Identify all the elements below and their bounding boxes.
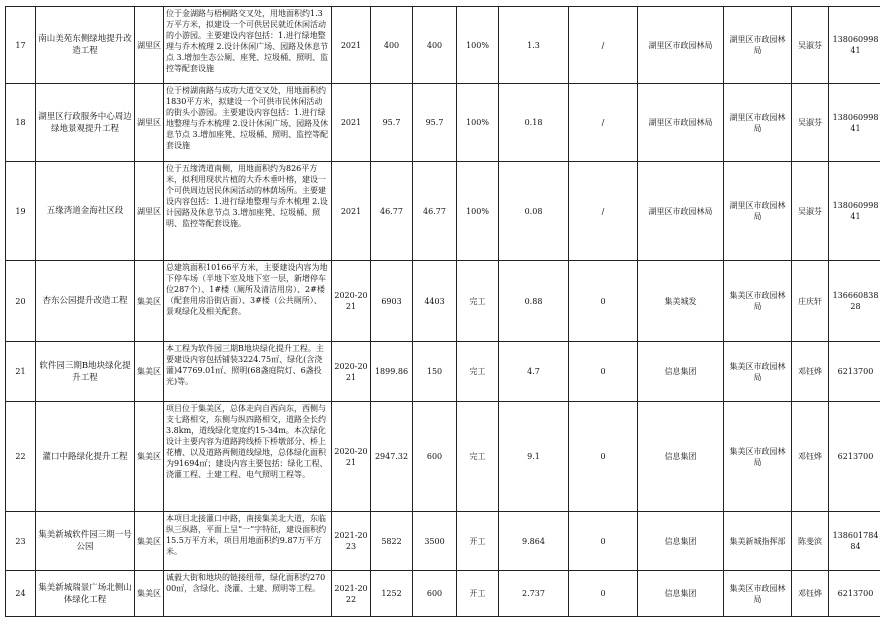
construction-period: 2021-2023 [332,512,371,571]
project-name: 湖里区行政服务中心周边绿地景观提升工程 [36,84,135,162]
extra-value: 0 [569,261,638,342]
project-description: 诚毅大街和地块的链接纽带，绿化面积约27000㎡，含绿化、浇灌、土建、照明等工程。 [164,571,332,617]
planned-investment: 3500 [413,512,457,571]
total-investment: 1252 [371,571,413,617]
contact-phone: 6213700 [829,571,880,617]
planned-investment: 600 [413,402,457,512]
planned-investment: 46.77 [413,162,457,261]
area-value: 0.08 [499,162,569,261]
implementing-party: 信息集团 [638,402,724,512]
district: 湖里区 [135,162,164,261]
row-number: 23 [6,512,36,571]
table-row [6,512,880,571]
row-number: 17 [6,7,36,84]
project-name: 五缘湾道金海社区段 [36,162,135,261]
implementing-party: 湖里区市政园林局 [638,7,724,84]
implementing-party: 信息集团 [638,342,724,402]
construction-period: 2020-2021 [332,261,371,342]
row-number: 18 [6,84,36,162]
area-value: 0.88 [499,261,569,342]
area-value: 9.864 [499,512,569,571]
progress-status: 完工 [457,402,499,512]
construction-period: 2020-2021 [332,342,371,402]
district: 集美区 [135,342,164,402]
table-row [6,571,880,617]
contact-person: 吴淑芬 [792,162,829,261]
construction-period: 2021 [332,84,371,162]
contact-phone: 13806099841 [829,7,880,84]
progress-status: 完工 [457,261,499,342]
contact-person: 吴淑芬 [792,7,829,84]
project-description: 位于榜湖南路与成功大道交叉处，用地面积约1830平方米，拟建设一个可供市民休闲活动的街头小游园。主要建设内容包括：1.进行绿地整理与乔木梳理 2.设计休闲广场、园路及休息节点 3.增加座凳、垃圾桶、照明、监控等配套设施 [164,84,332,162]
table-row [6,162,880,261]
contact-phone: 6213700 [829,402,880,512]
contact-person: 陈斐滨 [792,512,829,571]
contact-person: 邓钰烨 [792,342,829,402]
project-name: 集美新城软件园三期一号公园 [36,512,135,571]
project-table [5,6,880,617]
extra-value: 0 [569,571,638,617]
total-investment: 2947.32 [371,402,413,512]
implementing-party: 湖里区市政园林局 [638,84,724,162]
extra-value: 0 [569,512,638,571]
responsible-unit: 集美区市政园林局 [724,402,792,512]
table-row [6,342,880,402]
planned-investment: 95.7 [413,84,457,162]
project-name: 南山美苑东侧绿地提升改造工程 [36,7,135,84]
table-row [6,261,880,342]
total-investment: 400 [371,7,413,84]
project-name: 软件园三期B地块绿化提升工程 [36,342,135,402]
project-name: 集美新城瑞景广场北侧山体绿化工程 [36,571,135,617]
district: 集美区 [135,261,164,342]
contact-phone: 13806099841 [829,84,880,162]
contact-phone: 13860178484 [829,512,880,571]
district: 集美区 [135,402,164,512]
row-number: 22 [6,402,36,512]
responsible-unit: 集美区市政园林局 [724,342,792,402]
extra-value: / [569,7,638,84]
area-value: 2.737 [499,571,569,617]
progress-status: 开工 [457,512,499,571]
construction-period: 2021 [332,7,371,84]
progress-status: 100% [457,162,499,261]
extra-value: / [569,162,638,261]
total-investment: 95.7 [371,84,413,162]
progress-status: 完工 [457,342,499,402]
project-description: 本项目北接灌口中路，南接集美北大道，东临纵三纵路，平面上呈“一”字特征，建设面积约15.5万平方米，项目用地面积约9.87万平方米。 [164,512,332,571]
district: 集美区 [135,512,164,571]
planned-investment: 4403 [413,261,457,342]
total-investment: 46.77 [371,162,413,261]
planned-investment: 400 [413,7,457,84]
district: 湖里区 [135,84,164,162]
area-value: 0.18 [499,84,569,162]
responsible-unit: 湖里区市政园林局 [724,162,792,261]
implementing-party: 信息集团 [638,512,724,571]
responsible-unit: 湖里区市政园林局 [724,84,792,162]
area-value: 9.1 [499,402,569,512]
contact-person: 邓钰烨 [792,402,829,512]
contact-phone: 6213700 [829,342,880,402]
extra-value: 0 [569,402,638,512]
implementing-party: 湖里区市政园林局 [638,162,724,261]
table-row [6,84,880,162]
implementing-party: 集美城发 [638,261,724,342]
total-investment: 5822 [371,512,413,571]
construction-period: 2021 [332,162,371,261]
responsible-unit: 集美区市政园林局 [724,261,792,342]
table-row [6,402,880,512]
district: 湖里区 [135,7,164,84]
district: 集美区 [135,571,164,617]
construction-period: 2020-2021 [332,402,371,512]
row-number: 20 [6,261,36,342]
contact-phone: 13806099841 [829,162,880,261]
contact-person: 吴淑芬 [792,84,829,162]
responsible-unit: 集美区市政园林局 [724,571,792,617]
area-value: 4.7 [499,342,569,402]
project-description: 位于五缘湾道南侧，用地面积约为826平方米，拟利用现状片植的大乔木垂叶榕，建设一个可供周边居民休闲活动的林荫场所。主要建设内容包括：1.进行绿地整理与乔木梳理 2.设计园路及休息节点 3.增加座凳、垃圾桶、照明、监控等配套设施。 [164,162,332,261]
contact-person: 邓钰烨 [792,571,829,617]
progress-status: 100% [457,84,499,162]
planned-investment: 600 [413,571,457,617]
row-number: 21 [6,342,36,402]
responsible-unit: 湖里区市政园林局 [724,7,792,84]
project-description: 位于金湖路与梧桐路交叉处，用地面积约1.3万平方米，拟建设一个可供居民就近休闲活动的小游园。主要建设内容包括：1.进行绿地整理与乔木梳理 2.设计休闲广场、园路及休息节点 3.增加生态公厕、座凳、垃圾桶、照明、监控等配套设施 [164,7,332,84]
row-number: 24 [6,571,36,617]
responsible-unit: 集美新城指挥部 [724,512,792,571]
construction-period: 2021-2022 [332,571,371,617]
extra-value: 0 [569,342,638,402]
total-investment: 1899.86 [371,342,413,402]
implementing-party: 信息集团 [638,571,724,617]
contact-phone: 13666083828 [829,261,880,342]
total-investment: 6903 [371,261,413,342]
project-name: 灌口中路绿化提升工程 [36,402,135,512]
area-value: 1.3 [499,7,569,84]
table-row [6,7,880,84]
progress-status: 100% [457,7,499,84]
project-name: 杏东公园提升改造工程 [36,261,135,342]
planned-investment: 150 [413,342,457,402]
project-description: 本工程为软件园三期B地块绿化提升工程。主要建设内容包括铺装3224.75㎡、绿化(含浇灌)47769.01㎡、照明(68盏庭院灯、6盏投光)等。 [164,342,332,402]
progress-status: 开工 [457,571,499,617]
extra-value: / [569,84,638,162]
row-number: 19 [6,162,36,261]
project-description: 项目位于集美区，总体走向自西向东，西侧与支七路相交，东侧与纵四路相交，道路全长约3.8km，道线绿化宽度约15-34m。本次绿化设计主要内容为道路跨线桥下桥墩部分、桥上花槽、以及道路两侧道线绿地，总体绿化面积为91694㎡；建设内容主要包括：绿化工程、浇灌工程、土建工程、电气照明工程等。 [164,402,332,512]
contact-person: 庄庆轩 [792,261,829,342]
project-description: 总建筑面积10166平方米，主要建设内容为地下停车场（半地下室及地下室一层，新增停车位287个）、1#楼（厕所及清洁用房）、2#楼（配套用房沿街店面）、3#楼（公共厕所）、景观绿化及相关配套。 [164,261,332,342]
